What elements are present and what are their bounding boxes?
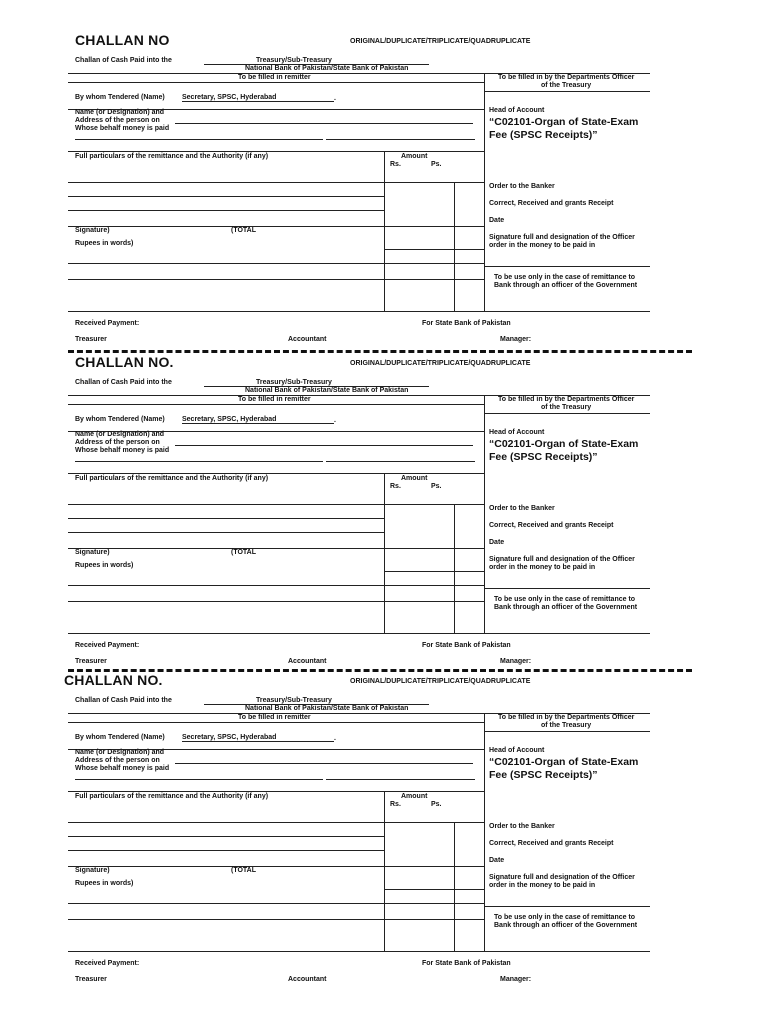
total-label: (TOTAL — [231, 227, 257, 234]
received-payment-label: Received Payment: — [75, 960, 140, 967]
head-of-account-label: Head of Account — [489, 747, 545, 754]
correct-received-label: Correct, Received and grants Receipt — [489, 522, 614, 529]
row-divider — [68, 919, 484, 920]
name-label-1: Name (or Designation) and — [75, 749, 165, 756]
row-divider — [68, 151, 484, 152]
manager-label: Manager: — [500, 976, 532, 983]
head-of-account-value-1: “C02101-Organ of State-Exam — [489, 116, 639, 128]
tendered-by-label: By whom Tendered (Name) — [75, 94, 165, 101]
head-of-account-label: Head of Account — [489, 107, 545, 114]
total-label: (TOTAL — [231, 867, 257, 874]
particulars-line[interactable] — [68, 196, 384, 197]
bank-label: National Bank of Pakistan/State Bank of Pakistan — [245, 65, 409, 72]
cut-line — [68, 350, 692, 353]
signature-officer-label-1: Signature full and designation of the Officer — [489, 874, 635, 881]
challan-paid-into-label: Challan of Cash Paid into the — [75, 697, 172, 704]
address-line-2b[interactable] — [326, 139, 475, 140]
treasurer-label: Treasurer — [75, 336, 107, 343]
tendered-underline — [182, 423, 334, 424]
copy-type-label: ORIGINAL/DUPLICATE/TRIPLICATE/QUADRUPLICATE — [350, 678, 531, 685]
signature-officer-label-2: order in the money to be paid in — [489, 242, 596, 249]
bank-label: National Bank of Pakistan/State Bank of Pakistan — [245, 387, 409, 394]
for-sbp-label: For State Bank of Pakistan — [422, 642, 511, 649]
officer-label: To be filled in by the Departments Officer — [498, 714, 635, 721]
remit-note-2: Bank through an officer of the Government — [494, 604, 638, 611]
challan-paid-into-label: Challan of Cash Paid into the — [75, 57, 172, 64]
manager-label: Manager: — [500, 658, 532, 665]
copy-type-label: ORIGINAL/DUPLICATE/TRIPLICATE/QUADRUPLICATE — [350, 360, 531, 367]
amount-column-border — [384, 151, 385, 311]
row-divider — [68, 601, 484, 602]
for-sbp-label: For State Bank of Pakistan — [422, 320, 511, 327]
row-divider — [68, 279, 484, 280]
officer-label: To be filled in by the Departments Officer — [498, 396, 635, 403]
treasury-label: Treasury/Sub-Treasury — [256, 57, 332, 64]
name-label-3: Whose behalf money is paid — [75, 125, 170, 132]
rs-label: Rs. — [390, 801, 401, 808]
amount-line — [384, 249, 484, 250]
name-label-2: Address of the person on — [75, 439, 160, 446]
treasury-label: Treasury/Sub-Treasury — [256, 697, 332, 704]
treasury-label: Treasury/Sub-Treasury — [256, 379, 332, 386]
particulars-line[interactable] — [68, 836, 384, 837]
name-label-1: Name (or Designation) and — [75, 431, 165, 438]
name-label-2: Address of the person on — [75, 757, 160, 764]
amount-line — [384, 571, 484, 572]
ps-label: Ps. — [431, 483, 442, 490]
tendered-underline — [182, 741, 334, 742]
tendered-end-mark: . — [334, 735, 336, 742]
date-label: Date — [489, 857, 505, 864]
date-label: Date — [489, 217, 505, 224]
table-bottom-border — [68, 951, 650, 952]
head-of-account-value-2: Fee (SPSC Receipts)” — [489, 769, 598, 781]
amount-label: Amount — [401, 793, 428, 800]
address-line-2a[interactable] — [75, 461, 323, 462]
amount-label: Amount — [401, 475, 428, 482]
officer-label-2: of the Treasury — [541, 82, 592, 89]
ps-column-border — [454, 504, 455, 633]
remit-note-2: Bank through an officer of the Government — [494, 922, 638, 929]
head-of-account-value-2: Fee (SPSC Receipts)” — [489, 129, 598, 141]
row-divider — [68, 473, 484, 474]
head-of-account-value-1: “C02101-Organ of State-Exam — [489, 756, 639, 768]
accountant-label: Accountant — [288, 336, 327, 343]
officer-label-2: of the Treasury — [541, 722, 592, 729]
particulars-line[interactable] — [68, 182, 484, 183]
officer-label-2: of the Treasury — [541, 404, 592, 411]
manager-label: Manager: — [500, 336, 532, 343]
total-row-line — [68, 548, 484, 549]
particulars-line[interactable] — [68, 532, 384, 533]
challan-title: CHALLAN NO. — [64, 672, 163, 688]
remitter-divider — [68, 722, 484, 723]
rs-label: Rs. — [390, 483, 401, 490]
address-line[interactable] — [175, 763, 473, 764]
signature-label: Signature) — [75, 549, 110, 556]
tendered-by-label: By whom Tendered (Name) — [75, 416, 165, 423]
signature-label: Signature) — [75, 227, 110, 234]
for-sbp-label: For State Bank of Pakistan — [422, 960, 511, 967]
remit-note-2: Bank through an officer of the Government — [494, 282, 638, 289]
rupees-words-label: Rupees in words) — [75, 880, 134, 887]
amount-column-border — [384, 473, 385, 633]
challan-title: CHALLAN NO. — [75, 354, 174, 370]
table-bottom-border — [68, 633, 650, 634]
accountant-label: Accountant — [288, 658, 327, 665]
signature-label: Signature) — [75, 867, 110, 874]
ps-label: Ps. — [431, 161, 442, 168]
rs-label: Rs. — [390, 161, 401, 168]
copy-type-label: ORIGINAL/DUPLICATE/TRIPLICATE/QUADRUPLICATE — [350, 38, 531, 45]
address-line-2b[interactable] — [326, 779, 475, 780]
amount-line — [384, 889, 484, 890]
address-line[interactable] — [175, 123, 473, 124]
particulars-label: Full particulars of the remittance and the Authority (if any) — [75, 475, 269, 482]
row-divider — [68, 585, 484, 586]
row-divider — [68, 903, 484, 904]
signature-officer-label-1: Signature full and designation of the Officer — [489, 556, 635, 563]
address-line-2a[interactable] — [75, 139, 323, 140]
particulars-line[interactable] — [68, 850, 384, 851]
column-divider — [484, 395, 485, 633]
name-label-3: Whose behalf money is paid — [75, 447, 170, 454]
particulars-line[interactable] — [68, 518, 384, 519]
particulars-line[interactable] — [68, 822, 484, 823]
address-line-2a[interactable] — [75, 779, 323, 780]
head-of-account-value-1: “C02101-Organ of State-Exam — [489, 438, 639, 450]
remitter-label: To be filled in remitter — [238, 714, 311, 721]
remitter-label: To be filled in remitter — [238, 396, 311, 403]
name-label-1: Name (or Designation) and — [75, 109, 165, 116]
tendered-underline — [182, 101, 334, 102]
officer-divider — [484, 906, 650, 907]
row-divider — [68, 791, 484, 792]
tendered-by-label: By whom Tendered (Name) — [75, 734, 165, 741]
particulars-line[interactable] — [68, 210, 384, 211]
ps-column-border — [454, 182, 455, 311]
signature-officer-label-1: Signature full and designation of the Officer — [489, 234, 635, 241]
total-label: (TOTAL — [231, 549, 257, 556]
order-banker-label: Order to the Banker — [489, 505, 555, 512]
rupees-words-label: Rupees in words) — [75, 240, 134, 247]
officer-divider — [484, 588, 650, 589]
order-banker-label: Order to the Banker — [489, 183, 555, 190]
officer-label: To be filled in by the Departments Officer — [498, 74, 635, 81]
tendered-by-value[interactable]: Secretary, SPSC, Hyderabad — [182, 416, 277, 423]
correct-received-label: Correct, Received and grants Receipt — [489, 200, 614, 207]
ps-label: Ps. — [431, 801, 442, 808]
address-line-2b[interactable] — [326, 461, 475, 462]
column-divider — [484, 73, 485, 311]
head-of-account-value-2: Fee (SPSC Receipts)” — [489, 451, 598, 463]
cut-line — [68, 669, 692, 672]
tendered-end-mark: . — [334, 417, 336, 424]
row-divider — [68, 263, 484, 264]
tendered-by-value[interactable]: Secretary, SPSC, Hyderabad — [182, 734, 277, 741]
table-bottom-border — [68, 311, 650, 312]
order-banker-label: Order to the Banker — [489, 823, 555, 830]
received-payment-label: Received Payment: — [75, 320, 140, 327]
signature-officer-label-2: order in the money to be paid in — [489, 882, 596, 889]
remit-note-1: To be use only in the case of remittance to — [494, 274, 636, 281]
tendered-by-value[interactable]: Secretary, SPSC, Hyderabad — [182, 94, 277, 101]
name-label-2: Address of the person on — [75, 117, 160, 124]
head-of-account-label: Head of Account — [489, 429, 545, 436]
date-label: Date — [489, 539, 505, 546]
officer-divider — [484, 266, 650, 267]
address-line[interactable] — [175, 445, 473, 446]
total-row-line — [68, 226, 484, 227]
particulars-line[interactable] — [68, 504, 484, 505]
officer-divider — [484, 413, 650, 414]
amount-column-border — [384, 791, 385, 951]
total-row-line — [68, 866, 484, 867]
challan-title: CHALLAN NO — [75, 32, 170, 48]
accountant-label: Accountant — [288, 976, 327, 983]
remitter-divider — [68, 82, 484, 83]
treasurer-label: Treasurer — [75, 658, 107, 665]
remitter-divider — [68, 404, 484, 405]
treasurer-label: Treasurer — [75, 976, 107, 983]
received-payment-label: Received Payment: — [75, 642, 140, 649]
officer-divider — [484, 91, 650, 92]
signature-officer-label-2: order in the money to be paid in — [489, 564, 596, 571]
remit-note-1: To be use only in the case of remittance to — [494, 914, 636, 921]
officer-divider — [484, 731, 650, 732]
name-label-3: Whose behalf money is paid — [75, 765, 170, 772]
particulars-label: Full particulars of the remittance and the Authority (if any) — [75, 153, 269, 160]
remit-note-1: To be use only in the case of remittance to — [494, 596, 636, 603]
correct-received-label: Correct, Received and grants Receipt — [489, 840, 614, 847]
rupees-words-label: Rupees in words) — [75, 562, 134, 569]
amount-label: Amount — [401, 153, 428, 160]
ps-column-border — [454, 822, 455, 951]
tendered-end-mark: . — [334, 95, 336, 102]
column-divider — [484, 713, 485, 951]
remitter-label: To be filled in remitter — [238, 74, 311, 81]
bank-label: National Bank of Pakistan/State Bank of Pakistan — [245, 705, 409, 712]
challan-paid-into-label: Challan of Cash Paid into the — [75, 379, 172, 386]
particulars-label: Full particulars of the remittance and the Authority (if any) — [75, 793, 269, 800]
